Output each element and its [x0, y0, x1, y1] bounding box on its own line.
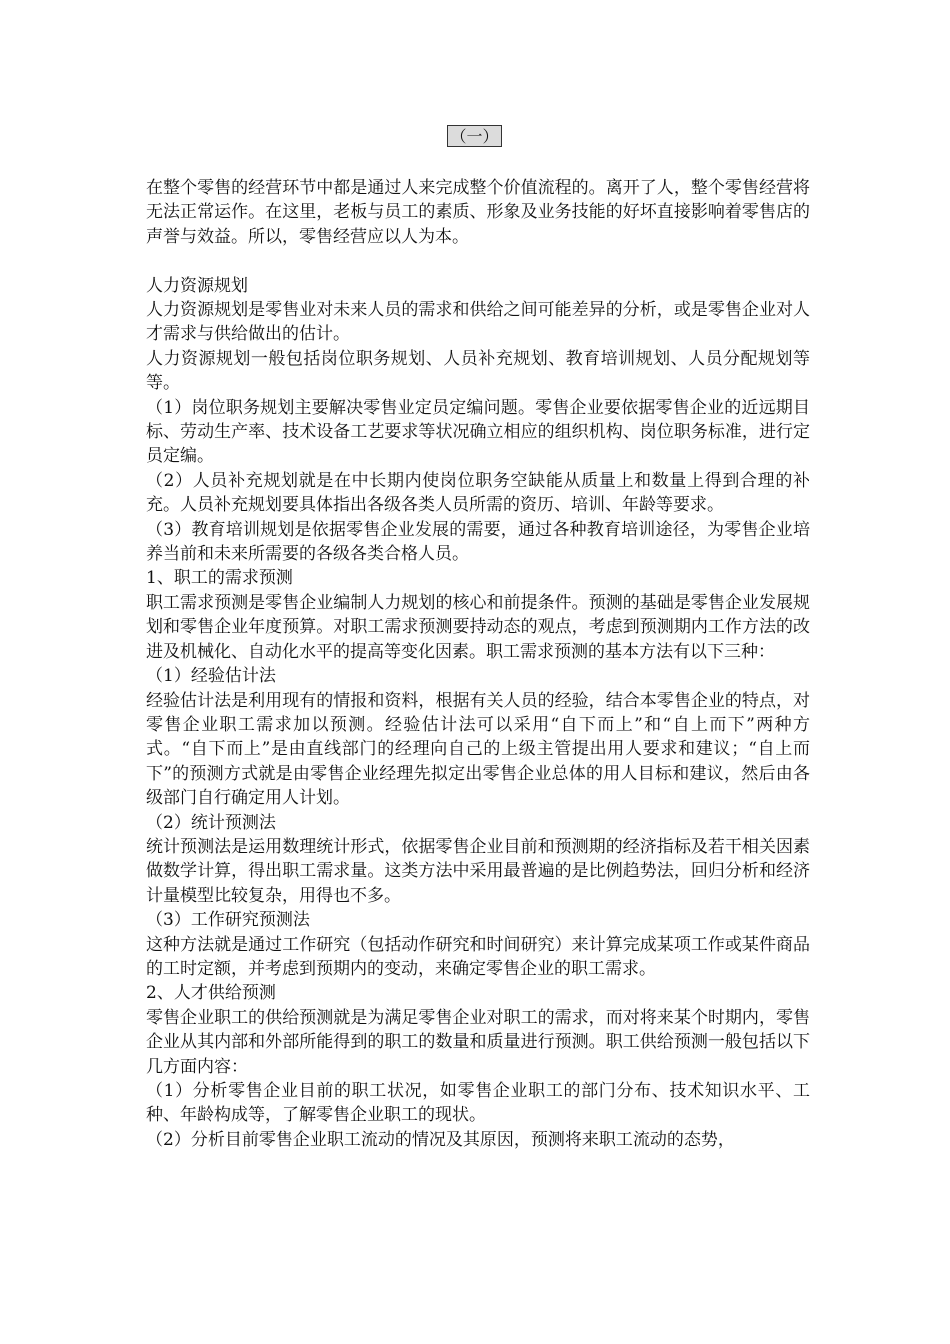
paragraph: 职工需求预测是零售企业编制人力规划的核心和前提条件。预测的基础是零售企业发展规划和零售企业年度预算。对职工需求预测要持动态的观点，考虑到预测期内工作方法的改进及机械化、自动化水平的提高等变化因素。职工需求预测的基本方法有以下三种：	[146, 592, 810, 662]
paragraph: （1）分析零售企业目前的职工状况，如零售企业职工的部门分布、技术知识水平、工种、年龄构成等，了解零售企业职工的现状。	[146, 1081, 810, 1126]
section-heading: 2、人才供给预测	[146, 983, 276, 1004]
paragraph: 人力资源规划一般包括岗位职务规划、人员补充规划、教育培训规划、人员分配规划等等。	[146, 348, 810, 394]
paragraph: 经验估计法是利用现有的情报和资料，根据有关人员的经验，结合本零售企业的特点，对零售企业职工需求加以预测。经验估计法可以采用“自下而上”和“自上而下”两种方式。“自下而上”是由直线部门的经理向自己的上级主管提出用人要求和建议；“自上而下”的预测方式就是由零售企业经理先拟定出零售企业总体的用人目标和建议，然后由各级部门自行确定用人计划。	[146, 690, 810, 809]
paragraph: （2）人员补充规划就是在中长期内使岗位职务空缺能从质量上和数量上得到合理的补充。人员补充规划要具体指出各级各类人员所需的资历、培训、年龄等要求。	[146, 470, 810, 516]
section-marker: （一）	[447, 125, 502, 147]
paragraph: （1）岗位职务规划主要解决零售业定员定编问题。零售企业要依据零售企业的近远期目标、劳动生产率、技术设备工艺要求等状况确立相应的组织机构、岗位职务标准，进行定员定编。	[146, 397, 810, 467]
subsection-heading: （1）经验估计法	[146, 666, 276, 687]
paragraph: 人力资源规划是零售业对未来人员的需求和供给之间可能差异的分析，或是零售企业对人才需求与供给做出的估计。	[146, 300, 810, 345]
paragraph: （3）教育培训规划是依据零售企业发展的需要，通过各种教育培训途径，为零售企业培养当前和未来所需要的各级各类合格人员。	[146, 519, 810, 565]
section-heading: 人力资源规划	[146, 275, 248, 296]
subsection-heading: （3）工作研究预测法	[146, 910, 310, 931]
paragraph: 这种方法就是通过工作研究（包括动作研究和时间研究）来计算完成某项工作或某件商品的工时定额，并考虑到预期内的变动，来确定零售企业的职工需求。	[146, 934, 810, 979]
blank-line	[146, 249, 810, 273]
paragraph: 零售企业职工的供给预测就是为满足零售企业对职工的需求，而对将来某个时期内，零售企业从其内部和外部所能得到的职工的数量和质量进行预测。职工供给预测一般包括以下几方面内容：	[146, 1007, 810, 1077]
paragraph: 在整个零售的经营环节中都是通过人来完成整个价值流程的。离开了人，整个零售经营将无法正常运作。在这里，老板与员工的素质、形象及业务技能的好坏直接影响着零售店的声誉与效益。所以，零售经营应以人为本。	[146, 178, 810, 247]
paragraph: （2）分析目前零售企业职工流动的情况及其原因，预测将来职工流动的态势，	[146, 1129, 735, 1150]
paragraph: 统计预测法是运用数理统计形式，依据零售企业目前和预测期的经济指标及若干相关因素做数学计算，得出职工需求量。这类方法中采用最普遍的是比例趋势法，回归分析和经济计量模型比较复杂，用得也不多。	[146, 836, 810, 906]
subsection-heading: （2）统计预测法	[146, 812, 276, 833]
section-heading: 1、职工的需求预测	[146, 568, 293, 589]
document-body	[146, 176, 810, 1152]
